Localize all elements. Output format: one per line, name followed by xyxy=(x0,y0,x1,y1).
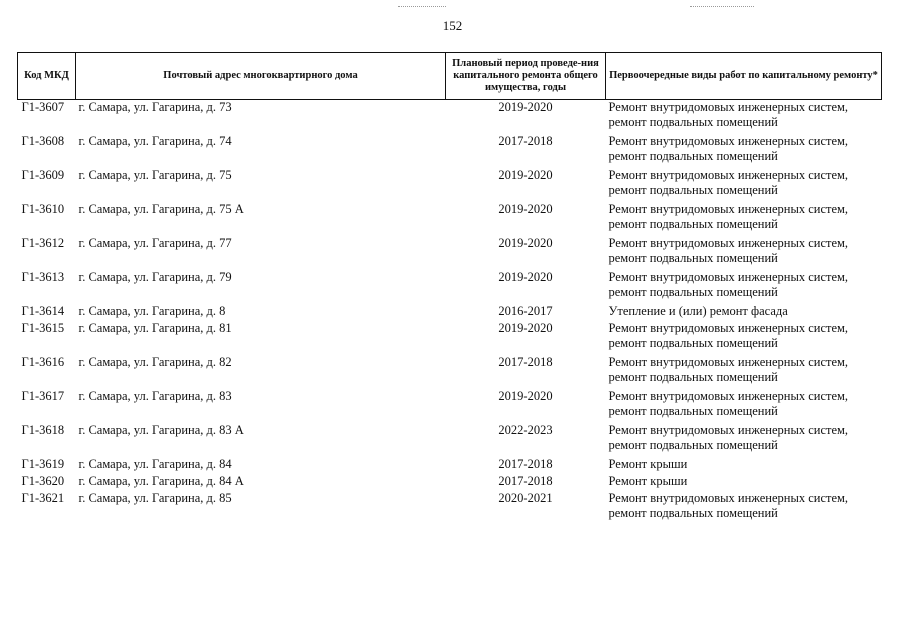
cell-works: Ремонт внутридомовых инженерных систем, ремонт подвальных помещений xyxy=(608,134,849,163)
header-code: Код МКД xyxy=(18,53,76,100)
cell-code: Г1-3621 xyxy=(21,491,65,505)
table-row xyxy=(18,389,882,423)
table-row xyxy=(18,236,882,270)
header-works: Первоочередные виды работ по капитальному ремонту* xyxy=(606,53,882,100)
cell-address: г. Самара, ул. Гагарина, д. 83 А xyxy=(78,423,244,437)
cell-code: Г1-3615 xyxy=(21,321,65,335)
cell-code: Г1-3614 xyxy=(21,304,65,318)
cell-code: Г1-3617 xyxy=(21,389,65,403)
cell-works: Ремонт внутридомовых инженерных систем, ремонт подвальных помещений xyxy=(608,423,849,452)
table-row xyxy=(18,168,882,202)
cell-works: Ремонт внутридомовых инженерных систем, ремонт подвальных помещений xyxy=(608,355,849,384)
cell-works: Ремонт внутридомовых инженерных систем, ремонт подвальных помещений xyxy=(608,389,849,418)
cell-works: Ремонт внутридомовых инженерных систем, ремонт подвальных помещений xyxy=(608,100,849,129)
cell-period: 2022-2023 xyxy=(498,423,553,437)
cell-code: Г1-3609 xyxy=(21,168,65,182)
table-header-row xyxy=(18,53,882,100)
cell-address: г. Самара, ул. Гагарина, д. 84 А xyxy=(78,474,244,488)
cell-address: г. Самара, ул. Гагарина, д. 75 xyxy=(78,168,232,182)
cell-code: Г1-3607 xyxy=(21,100,65,114)
cell-address: г. Самара, ул. Гагарина, д. 74 xyxy=(78,134,232,148)
table-row xyxy=(18,457,882,474)
table-row xyxy=(18,423,882,457)
cell-period: 2019-2020 xyxy=(498,321,553,335)
page-number: 152 xyxy=(442,18,463,33)
cell-code: Г1-3616 xyxy=(21,355,65,369)
cell-period: 2017-2018 xyxy=(498,457,553,471)
cell-period: 2017-2018 xyxy=(498,355,553,369)
cell-address: г. Самара, ул. Гагарина, д. 85 xyxy=(78,491,232,505)
cell-address: г. Самара, ул. Гагарина, д. 75 А xyxy=(78,202,244,216)
scan-artifact-left xyxy=(398,6,446,7)
cell-works: Ремонт внутридомовых инженерных систем, ремонт подвальных помещений xyxy=(608,236,849,265)
cell-code: Г1-3612 xyxy=(21,236,65,250)
cell-code: Г1-3618 xyxy=(21,423,65,437)
cell-code: Г1-3610 xyxy=(21,202,65,216)
cell-address: г. Самара, ул. Гагарина, д. 73 xyxy=(78,100,232,114)
cell-address: г. Самара, ул. Гагарина, д. 77 xyxy=(78,236,232,250)
cell-period: 2017-2018 xyxy=(498,474,553,488)
cell-works: Утепление и (или) ремонт фасада xyxy=(608,304,788,318)
cell-code: Г1-3620 xyxy=(21,474,65,488)
cell-works: Ремонт крыши xyxy=(608,474,688,488)
cell-period: 2020-2021 xyxy=(498,491,553,505)
cell-period: 2016-2017 xyxy=(498,304,553,318)
cell-address: г. Самара, ул. Гагарина, д. 84 xyxy=(78,457,232,471)
cell-period: 2019-2020 xyxy=(498,168,553,182)
table-row xyxy=(18,304,882,321)
cell-period: 2019-2020 xyxy=(498,202,553,216)
cell-works: Ремонт крыши xyxy=(608,457,688,471)
cell-address: г. Самара, ул. Гагарина, д. 8 xyxy=(78,304,226,318)
table-row xyxy=(18,355,882,389)
table-row xyxy=(18,202,882,236)
cell-works: Ремонт внутридомовых инженерных систем, ремонт подвальных помещений xyxy=(608,202,849,231)
scan-artifact-right xyxy=(690,6,754,7)
cell-period: 2019-2020 xyxy=(498,236,553,250)
table-row xyxy=(18,474,882,491)
capital-repair-table xyxy=(17,52,882,525)
cell-works: Ремонт внутридомовых инженерных систем, ремонт подвальных помещений xyxy=(608,491,849,520)
cell-code: Г1-3619 xyxy=(21,457,65,471)
cell-code: Г1-3608 xyxy=(21,134,65,148)
cell-period: 2019-2020 xyxy=(498,389,553,403)
cell-address: г. Самара, ул. Гагарина, д. 82 xyxy=(78,355,232,369)
cell-address: г. Самара, ул. Гагарина, д. 79 xyxy=(78,270,232,284)
table-row xyxy=(18,270,882,304)
table-row xyxy=(18,134,882,168)
cell-works: Ремонт внутридомовых инженерных систем, ремонт подвальных помещений xyxy=(608,168,849,197)
cell-period: 2017-2018 xyxy=(498,134,553,148)
table-row xyxy=(18,491,882,525)
table-row xyxy=(18,321,882,355)
header-address: Почтовый адрес многоквартирного дома xyxy=(76,53,446,100)
cell-works: Ремонт внутридомовых инженерных систем, ремонт подвальных помещений xyxy=(608,270,849,299)
cell-code: Г1-3613 xyxy=(21,270,65,284)
cell-period: 2019-2020 xyxy=(498,270,553,284)
cell-address: г. Самара, ул. Гагарина, д. 81 xyxy=(78,321,232,335)
header-period: Плановый период проведе-ния капитального ремонта общего имущества, годы xyxy=(446,53,606,100)
cell-works: Ремонт внутридомовых инженерных систем, ремонт подвальных помещений xyxy=(608,321,849,350)
cell-period: 2019-2020 xyxy=(498,100,553,114)
cell-address: г. Самара, ул. Гагарина, д. 83 xyxy=(78,389,232,403)
table-row xyxy=(18,100,882,135)
